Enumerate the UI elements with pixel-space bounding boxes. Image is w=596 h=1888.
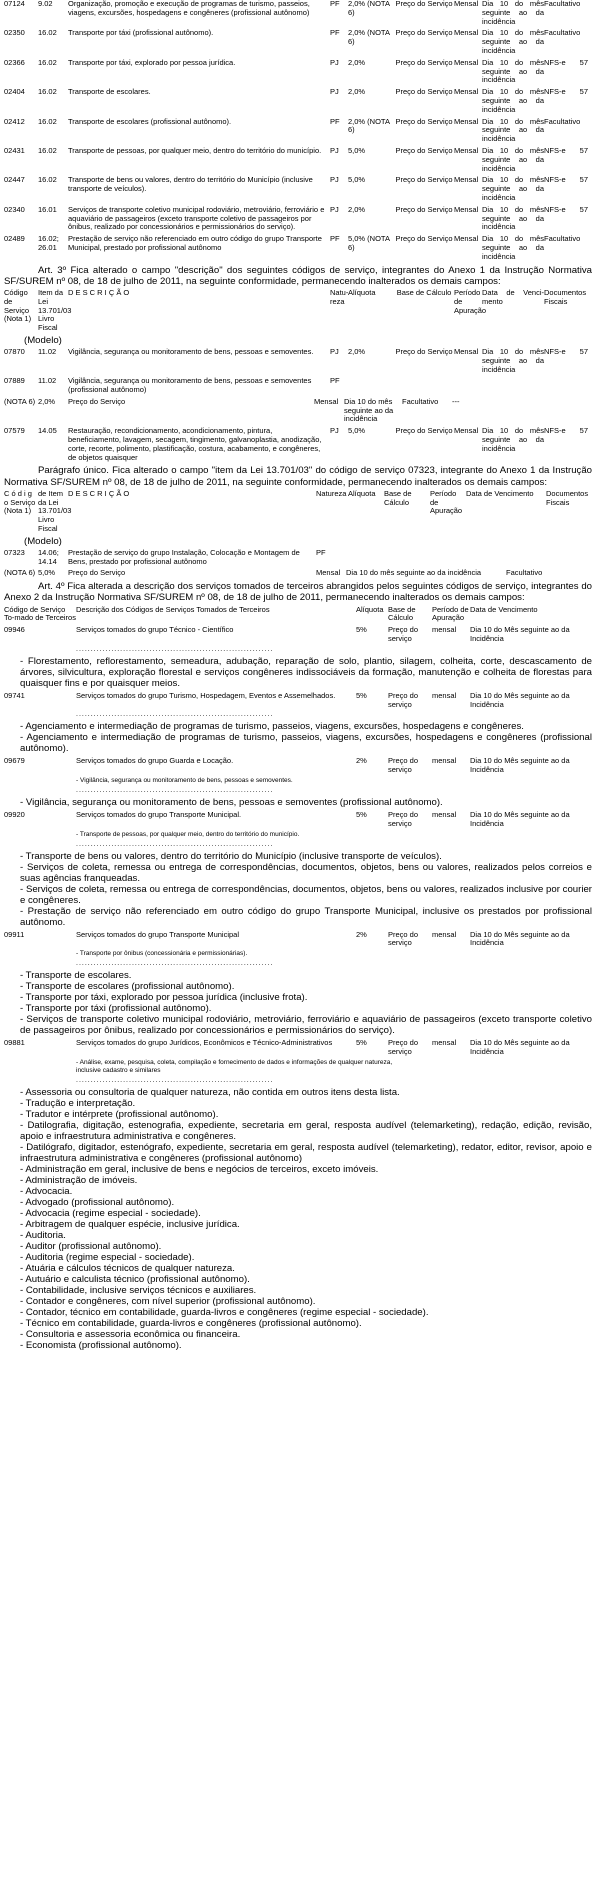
group-per: mensal xyxy=(432,690,457,700)
header-per: Período de Apuração xyxy=(432,604,469,623)
group-code: 09920 xyxy=(4,810,25,820)
bullet-item: - Transporte de bens ou valores, dentro do território do Município (inclusive transporte de veículos). xyxy=(20,850,442,862)
table2-note-row xyxy=(4,398,592,424)
table-row xyxy=(4,206,592,232)
cell-per: Mensal xyxy=(454,346,479,356)
note-venc: Dia 10 do mês seguinte ao da incidência xyxy=(346,568,482,578)
bullet-item: - Agenciamento e intermediação de programas de turismo, passeios, viagens, excursões, hospedagens e congêneres. xyxy=(20,721,524,733)
cell-doc: NFS-e xyxy=(544,346,566,356)
group-per: mensal xyxy=(432,1038,457,1048)
dotted-separator: ................................................................... xyxy=(76,840,274,848)
bullet-item: - Advocacia (regime especial - sociedade). xyxy=(20,1207,201,1219)
bullet-item: - Tradutor e intérprete (profissional autônomo). xyxy=(20,1108,219,1120)
bullet-item: - Atuária e cálculos técnicos de qualquer natureza. xyxy=(20,1262,235,1274)
cell-per: Mensal xyxy=(454,426,479,436)
group-base: Preço do serviço xyxy=(388,756,419,775)
cell-desc: Transporte de bens ou valores, dentro do território do Município (inclusive transporte de veículos). xyxy=(68,175,313,194)
cell-venc: Dia 10 do mês seguinte ao da incidência xyxy=(482,175,544,202)
group-venc: Dia 10 do Mês seguinte ao da Incidência xyxy=(470,929,570,948)
bullet-item: - Assessoria ou consultoria de qualquer natureza, não contida em outros itens desta lista. xyxy=(20,1086,400,1098)
cell-desc: Transporte por táxi, explorado por pessoa jurídica. xyxy=(68,57,236,67)
note-doc: Facultativo xyxy=(402,396,439,406)
cell-aliq: 2,0% xyxy=(348,346,366,356)
group-desc: Serviços tomados do grupo Transporte Municipal xyxy=(76,929,240,939)
cell-item: 16.02 xyxy=(38,28,57,38)
bullet-item: - Contador e congêneres, com nível superior (profissional autônomo). xyxy=(20,1295,316,1307)
header-aliq: Alíquota xyxy=(356,604,384,614)
header-venc: Data de Venci-mento xyxy=(482,287,544,306)
cell-code: 07124 xyxy=(4,0,25,8)
cell-venc: Dia 10 do mês seguinte ao da incidência xyxy=(482,204,544,232)
table-row xyxy=(4,59,592,85)
cell-cod: 57 xyxy=(579,145,588,155)
cell-code: 07870 xyxy=(4,346,25,356)
note-base: Preço do Serviço xyxy=(68,396,126,406)
note-per: Mensal xyxy=(316,568,341,578)
table-row xyxy=(4,427,592,462)
bullet-item: - Transporte por táxi, explorado por pessoa jurídica (inclusive frota). xyxy=(20,992,308,1004)
cell-code: 02447 xyxy=(4,175,25,185)
bullet-item: - Datilógrafo, digitador, estenógrafo, expediente, secretaria em geral, resposta audível (telemarketing), redator, editor, revisor, apoio e infraestrutura administrativa e congêneres (profissional autônomo) xyxy=(20,1141,592,1164)
bullet-item: - Serviços de coleta, remessa ou entrega de correspondências, documentos, objetos, bens ou valores, realizados inclusive por courier e congêneres. xyxy=(20,883,592,906)
cell-doc: NFS-e xyxy=(544,426,566,436)
dotted-separator: ................................................................... xyxy=(76,711,274,719)
note-base: Preço do Serviço xyxy=(68,568,126,578)
header-doc: Documentos Fiscais xyxy=(546,488,589,507)
group-row-09911 xyxy=(4,931,592,949)
cell-base: Preço do Serviço xyxy=(395,87,453,97)
table-row xyxy=(4,147,592,173)
cell-aliq: 2,0% (NOTA 6) xyxy=(348,116,390,135)
cell-nat: PF xyxy=(330,376,340,386)
cell-item: 11.02 xyxy=(38,376,57,386)
cell-venc: Dia 10 do mês seguinte ao da incidência xyxy=(482,234,544,261)
bullet-item: - Administração em geral, inclusive de bens e negócios de terceiros, exceto imóveis. xyxy=(20,1163,379,1175)
bullet-item: - Serviços de coleta, remessa ou entrega de correspondências, documentos, objetos, bens ou valores, realizados pelos correios e suas agências franqueadas. xyxy=(20,861,592,884)
bullet-item: - Advocacia. xyxy=(20,1185,73,1197)
cell-venc: Dia 10 do mês seguinte ao da incidência xyxy=(482,145,544,173)
bullet-item: - Advogado (profissional autônomo). xyxy=(20,1196,175,1208)
group-per: mensal xyxy=(432,929,457,939)
cell-per: Mensal xyxy=(454,57,479,67)
cell-venc: Dia 10 do mês seguinte ao da incidência xyxy=(482,57,544,85)
note-aliq: 2,0% xyxy=(38,396,56,406)
cell-base: Preço do Serviço xyxy=(395,234,453,244)
cell-desc: Vigilância, segurança ou monitoramento de bens, pessoas e semoventes (profissional autônomo) xyxy=(68,376,312,395)
bullet-item: - Transporte de escolares. xyxy=(20,970,132,982)
cell-per: Mensal xyxy=(454,28,479,38)
header-code: C ó d i g o Serviço (Nota 1) xyxy=(4,488,36,516)
cell-aliq: 5,0% xyxy=(348,426,366,436)
group-desc: Serviços tomados do grupo Guarda e Locação. xyxy=(76,756,234,766)
header-item: Item da Lei 13.701/03 Livro Fiscal xyxy=(38,287,72,333)
cell-cod: 57 xyxy=(579,175,588,185)
cell-desc: Transporte por táxi (profissional autônomo). xyxy=(68,28,214,38)
cell-base: Preço do Serviço xyxy=(395,346,453,356)
cell-base: Preço do Serviço xyxy=(395,28,453,38)
group-row-09881 xyxy=(4,1039,592,1057)
bullet-item: - Tradução e interpretação. xyxy=(20,1097,136,1109)
bullet-item: - Técnico em contabilidade, guarda-livros e congêneres (profissional autônomo). xyxy=(20,1317,362,1329)
cell-base: Preço do Serviço xyxy=(395,57,453,67)
cell-item: 9.02 xyxy=(38,0,53,8)
service-table-1 xyxy=(4,0,592,262)
cell-nat: PJ xyxy=(330,175,339,185)
bullet-item: - Transporte de escolares (profissional autônomo). xyxy=(20,981,235,993)
cell-base: Preço do Serviço xyxy=(395,0,453,8)
cell-base: Preço do Serviço xyxy=(395,145,453,155)
note-per: Mensal xyxy=(314,396,339,406)
cell-doc: NFS-e xyxy=(544,204,566,214)
cell-desc: Restauração, recondicionamento, acondicionamento, pintura, beneficiamento, lavagem, secagem, tingimento, galvanoplastia, anodização, corte, recorte, polimento, plastificação, costura, acabamento, e congêneres, de objetos quaisquer xyxy=(68,426,322,462)
bullet-item: - Auditor (profissional autônomo). xyxy=(20,1240,162,1252)
cell-aliq: 2,0% (NOTA 6) xyxy=(348,28,390,47)
header-per: Período de Apuração xyxy=(430,488,463,516)
group-desc: Serviços tomados do grupo Transporte Municipal. xyxy=(76,810,242,820)
note-venc: Dia 10 do mês seguinte ao da incidência xyxy=(344,396,394,424)
cell-code: 02340 xyxy=(4,204,25,214)
bullet-item: - Florestamento, reflorestamento, semeadura, adubação, reparação de solo, plantio, silagem, colheita, corte, descascamento de árvores, silvicultura, exploração florestal e serviços congêneres indissociáveis da formação, manutenção e colheita de florestas para quaisquer fins e por quaisquer meios. xyxy=(20,655,592,689)
group-base: Preço do serviço xyxy=(388,929,419,948)
cell-nat: PJ xyxy=(330,87,339,97)
cell-venc: Dia 10 do mês seguinte ao da incidência xyxy=(482,116,544,144)
cell-code: 02366 xyxy=(4,57,25,67)
table4-header xyxy=(4,606,592,624)
group-venc: Dia 10 do Mês seguinte ao da Incidência xyxy=(470,625,570,644)
cell-desc: Transporte de escolares (profissional autônomo). xyxy=(68,116,232,126)
cell-venc: Dia 10 do mês seguinte ao da incidência xyxy=(482,87,544,114)
group-aliq: 5% xyxy=(356,810,367,820)
cell-code: 02412 xyxy=(4,116,25,126)
article-4: Art. 4º Fica alterada a descrição dos serviços tomados de terceiros abrangidos pelos seguintes códigos de serviço, integrantes do Anexo 2 da Instrução Normativa SF/SUREM nº 08, de 18 de julho de 2011, permanecendo inalterados os demais campos: xyxy=(4,581,592,604)
table-row xyxy=(4,348,592,374)
dotted-separator: ................................................................... xyxy=(76,1076,274,1084)
cell-cod: 57 xyxy=(579,426,588,436)
table-row xyxy=(4,377,592,395)
group-code: 09881 xyxy=(4,1038,25,1048)
group-row-09741 xyxy=(4,692,592,710)
bullet-item: - Prestação de serviço não referenciado em outro código do grupo Transporte Municipal, inclusive os prestados por profissional autônomo. xyxy=(20,905,592,928)
cell-doc: Facultativo xyxy=(544,116,581,126)
service-table-2 xyxy=(4,348,592,395)
cell-venc: Dia 10 do mês seguinte ao da incidência xyxy=(482,346,544,374)
group-sub-item: - Análise, exame, pesquisa, coleta, compilação e fornecimento de dados e informações de qualquer natureza, inclusive cadastro e similares xyxy=(76,1058,393,1074)
cell-item: 16.02 xyxy=(38,57,57,67)
bullet-item: - Autuário e calculista técnico (profissional autônomo). xyxy=(20,1273,250,1285)
group-venc: Dia 10 do Mês seguinte ao da Incidência xyxy=(470,756,570,775)
group-base: Preço do serviço xyxy=(388,690,419,709)
group-row-09679 xyxy=(4,757,592,775)
header-base: Base de Cálculo xyxy=(384,488,412,507)
cell-per: Mensal xyxy=(454,145,479,155)
cell-item: 16.02 xyxy=(38,175,57,185)
bullet-item: - Auditoria (regime especial - sociedade). xyxy=(20,1251,195,1263)
group-aliq: 5% xyxy=(356,625,367,635)
cell-base: Preço do Serviço xyxy=(395,175,453,185)
table-row xyxy=(4,235,592,261)
header-venc: Data de Vencimento xyxy=(470,604,538,614)
cell-nat: PJ xyxy=(330,426,339,436)
group-per: mensal xyxy=(432,756,457,766)
header-desc: D E S C R I Ç Ã O xyxy=(68,488,130,498)
dotted-separator: ................................................................... xyxy=(76,645,274,653)
group-base: Preço do serviço xyxy=(388,810,419,828)
table-row xyxy=(4,118,592,144)
group-sub-item: - Transporte por ônibus (concessionária e permissionárias). xyxy=(76,950,248,958)
cell-code: 02431 xyxy=(4,145,25,155)
cell-base: Preço do Serviço xyxy=(395,116,453,126)
header-doc: Documentos Fiscais xyxy=(544,287,587,306)
cell-desc: Prestação de serviço não referenciado em outro código do grupo Transporte Municipal, prestado por profissional autônomo xyxy=(68,234,322,252)
cell-nat: PJ xyxy=(330,346,339,356)
cell-doc: NFS-e xyxy=(544,145,566,155)
header-aliq: Alíquota xyxy=(348,287,376,297)
header-per: Período de Apuração xyxy=(454,287,487,315)
note-doc: Facultativo xyxy=(506,568,543,578)
cell-aliq: 5,0% xyxy=(348,145,366,155)
cell-per: Mensal xyxy=(454,204,479,214)
header-nat: Natu-reza xyxy=(330,287,349,306)
cell-aliq: 2,0% (NOTA 6) xyxy=(348,0,390,17)
anexo2-groups xyxy=(4,626,592,1351)
group-venc: Dia 10 do Mês seguinte ao da Incidência xyxy=(470,1038,570,1057)
cell-aliq: 2,0% xyxy=(348,87,366,97)
header-venc: Data de Vencimento xyxy=(466,488,534,498)
cell-desc: Organização, promoção e execução de programas de turismo, passeios, viagens, excursões, hospedagens e congêneres (profissional autônomo) xyxy=(68,0,310,17)
cell-code: 02404 xyxy=(4,87,25,97)
table-row xyxy=(4,29,592,55)
cell-nat: PF xyxy=(330,28,340,38)
table2-header xyxy=(4,289,592,333)
group-code: 09911 xyxy=(4,929,25,939)
cell-aliq: 5,0% xyxy=(348,175,366,185)
cell-item: 14.05 xyxy=(38,426,57,436)
group-aliq: 5% xyxy=(356,1038,367,1048)
cell-item: 16.02 xyxy=(38,87,57,97)
cell-per: Mensal xyxy=(454,234,479,244)
group-desc: Serviços tomados do grupo Técnico - Científico xyxy=(76,625,234,635)
header-nat: Natureza xyxy=(316,488,347,498)
group-venc: Dia 10 do Mês seguinte ao da Incidência xyxy=(470,690,570,709)
bullet-item: - Agenciamento e intermediação de programas de turismo, passeios, viagens, excursões, hospedagens e congêneres (profissional autônomo). xyxy=(20,732,592,755)
bullet-item: - Administração de imóveis. xyxy=(20,1174,138,1186)
header-desc: D E S C R I Ç Ã O xyxy=(68,287,130,297)
cell-item: 16.02; 26.01 xyxy=(38,234,59,252)
cell-venc: Dia 10 do mês seguinte ao da incidência xyxy=(482,0,544,26)
cell-venc: Dia 10 do mês seguinte ao da incidência xyxy=(482,28,544,55)
cell-desc: Transporte de escolares. xyxy=(68,87,151,97)
table-row xyxy=(4,0,592,26)
bullet-item: - Economista (profissional autônomo). xyxy=(20,1339,182,1351)
cell-aliq: 2,0% xyxy=(348,57,366,67)
header-base: Base de Cálculo xyxy=(396,287,452,297)
dotted-separator: ................................................................... xyxy=(76,787,274,795)
group-base: Preço do serviço xyxy=(388,625,419,644)
cell-nat: PF xyxy=(330,116,340,126)
cell-item: 16.02 xyxy=(38,145,57,155)
modelo-label: (Modelo) xyxy=(24,535,62,547)
cell-doc: Facultativo xyxy=(544,28,581,38)
table-row xyxy=(4,176,592,202)
group-sub-item: - Vigilância, segurança ou monitoramento de bens, pessoas e semoventes. xyxy=(76,777,293,785)
cell-doc: NFS-e xyxy=(544,57,566,67)
service-table-2b xyxy=(4,427,592,462)
header-desc: Descrição dos Códigos de Serviços Tomados de Terceiros xyxy=(76,604,270,614)
row-desc: Prestação de serviço do grupo Instalação, Colocação e Montagem de Bens, prestado por profissional autônomo xyxy=(68,547,300,566)
cell-nat: PF xyxy=(330,234,340,244)
row-nat: PF xyxy=(316,547,326,557)
cell-per: Mensal xyxy=(454,0,479,8)
header-aliq: Alíquota xyxy=(348,488,376,498)
group-aliq: 5% xyxy=(356,690,367,700)
group-desc: Serviços tomados do grupo Turismo, Hospedagem, Eventos e Assemelhados. xyxy=(76,690,336,700)
header-code: Código de Serviço (Nota 1) xyxy=(4,287,32,324)
bullet-item: - Consultoria e assessoria econômica ou financeira. xyxy=(20,1328,241,1340)
note-code: (NOTA 6) xyxy=(4,396,36,406)
group-code: 09946 xyxy=(4,625,25,635)
group-desc: Serviços tomados do grupo Jurídicos, Econômicos e Técnico-Administrativos xyxy=(76,1038,333,1048)
cell-base: Preço do Serviço xyxy=(395,426,453,436)
cell-aliq: 2,0% xyxy=(348,204,366,214)
table3-row xyxy=(4,549,592,567)
row-code: 07323 xyxy=(4,547,25,557)
bullet-item: - Datilografia, digitação, estenografia, expediente, secretaria em geral, resposta audível (telemarketing), redação, edição, revisão, apoio e infraestrutura administrativa e congêneres. xyxy=(20,1119,592,1142)
header-item: de Item da Lei 13.701/03 Livro Fiscal xyxy=(38,488,72,534)
cell-aliq: 5,0% (NOTA 6) xyxy=(348,234,390,252)
group-per: mensal xyxy=(432,810,457,820)
group-venc: Dia 10 do Mês seguinte ao da Incidência xyxy=(470,810,570,828)
cell-desc: Transporte de pessoas, por qualquer meio, dentro do território do município. xyxy=(68,145,322,155)
cell-desc: Vigilância, segurança ou monitoramento de bens, pessoas e semoventes. xyxy=(68,346,314,356)
note-code: (NOTA 6) xyxy=(4,568,36,578)
cell-code: 07889 xyxy=(4,376,25,386)
cell-code: 07579 xyxy=(4,426,25,436)
dotted-separator: ................................................................... xyxy=(76,960,274,968)
row-item: 14.06; 14.14 xyxy=(38,547,59,566)
group-row-09920 xyxy=(4,811,592,829)
cell-item: 11.02 xyxy=(38,346,57,356)
article-3: Art. 3º Fica alterado o campo "descrição" dos seguintes códigos de serviço, integrantes do Anexo 1 da Instrução Normativa SF/SUREM nº 08, de 18 de julho de 2011, na seguinte conformidade, permanecendo inalterados os demais campos: xyxy=(4,264,592,287)
cell-cod: 57 xyxy=(579,346,588,356)
paragrafo-unico: Parágrafo único. Fica alterado o campo "item da Lei 13.701/03" do código de serviço 07323, integrante do Anexo 1 da Instrução Normativa SF/SUREM nº 08, de 18 de julho de 2011, na seguinte conformidade, permanecendo inalterados os demais campos: xyxy=(4,465,592,488)
cell-doc: Facultativo xyxy=(544,234,581,244)
table3-note-row xyxy=(4,569,592,578)
cell-item: 16.01 xyxy=(38,204,57,214)
cell-doc: NFS-e xyxy=(544,175,566,185)
group-sub-item: - Transporte de pessoas, por qualquer meio, dentro do território do município. xyxy=(76,830,300,838)
cell-code: 02350 xyxy=(4,28,25,38)
header-base: Base de Cálculo xyxy=(388,604,416,623)
cell-doc: NFS-e xyxy=(544,87,566,97)
bullet-item: - Arbitragem de qualquer espécie, inclusive jurídica. xyxy=(20,1218,240,1230)
cell-code: 02489 xyxy=(4,234,25,244)
cell-nat: PF xyxy=(330,0,340,8)
cell-per: Mensal xyxy=(454,87,479,97)
cell-base: Preço do Serviço xyxy=(395,204,453,214)
group-per: mensal xyxy=(432,625,457,635)
cell-nat: PJ xyxy=(330,145,339,155)
cell-nat: PJ xyxy=(330,204,339,214)
document-page xyxy=(4,0,592,1351)
note-dash: --- xyxy=(452,396,460,406)
cell-cod: 57 xyxy=(579,57,588,67)
group-aliq: 2% xyxy=(356,929,367,939)
bullet-item: - Contabilidade, inclusive serviços técnicos e auxiliares. xyxy=(20,1284,257,1296)
cell-venc: Dia 10 do mês seguinte ao da incidência xyxy=(482,426,544,453)
cell-doc: Facultativo xyxy=(544,0,581,8)
cell-cod: 57 xyxy=(579,204,588,214)
cell-per: Mensal xyxy=(454,116,479,126)
bullet-item: - Contador, técnico em contabilidade, guarda-livros e congêneres (regime especial - sociedade). xyxy=(20,1306,429,1318)
table3-header xyxy=(4,490,592,534)
bullet-item: - Vigilância, segurança ou monitoramento de bens, pessoas e semoventes (profissional autônomo). xyxy=(20,797,443,809)
group-row-09946 xyxy=(4,626,592,644)
cell-desc: Serviços de transporte coletivo municipal rodoviário, metroviário, ferroviário e aquaviário de passageiros (exceto transporte coletivo de passageiros por ônibus, realizado por concessionários e permissionários do serviço). xyxy=(68,204,325,232)
group-aliq: 2% xyxy=(356,756,367,766)
group-base: Preço do serviço xyxy=(388,1038,419,1057)
header-code: Código de Serviço To-mado de Terceiros xyxy=(4,604,76,623)
group-code: 09741 xyxy=(4,690,25,700)
note-aliq: 5,0% xyxy=(38,568,56,578)
modelo-label: (Modelo) xyxy=(24,334,62,346)
cell-item: 16.02 xyxy=(38,116,57,126)
cell-cod: 57 xyxy=(579,87,588,97)
table-row xyxy=(4,88,592,114)
cell-per: Mensal xyxy=(454,175,479,185)
bullet-item: - Auditoria. xyxy=(20,1229,66,1241)
cell-nat: PJ xyxy=(330,57,339,67)
bullet-item: - Serviços de transporte coletivo municipal rodoviário, metroviário, ferroviário e aquaviário de passageiros (exceto transporte coletivo de passageiros por ônibus, realizado por concessionários e permissionários do serviço). xyxy=(20,1014,592,1037)
bullet-item: - Transporte por táxi (profissional autônomo). xyxy=(20,1003,212,1015)
group-code: 09679 xyxy=(4,756,25,766)
